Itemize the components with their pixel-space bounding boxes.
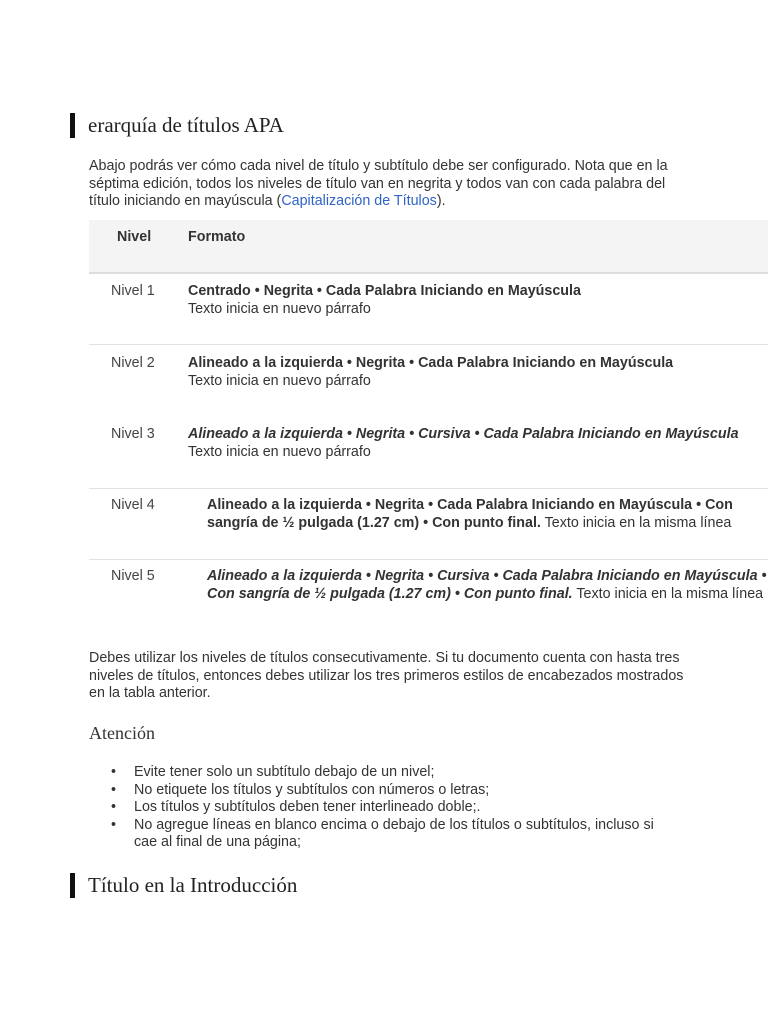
format-note: Texto inicia en nuevo párrafo bbox=[188, 372, 371, 389]
format-rule: Alineado a la izquierda • Negrita • Cada Palabra Iniciando en Mayúscula bbox=[188, 355, 674, 371]
list-item: • No etiquete los títulos y subtítulos con números o letras; bbox=[107, 782, 667, 800]
format-cell bbox=[188, 568, 768, 603]
level-cell: Nivel 5 bbox=[111, 568, 155, 584]
intro-text-end: ). bbox=[436, 193, 446, 209]
format-note: Texto inicia en nuevo párrafo bbox=[188, 300, 371, 317]
column-header-level: Nivel bbox=[117, 229, 152, 245]
format-cell bbox=[188, 283, 768, 318]
section-heading-introduction bbox=[70, 873, 297, 898]
format-rule: Centrado • Negrita • Cada Palabra Iniciando en Mayúscula bbox=[188, 283, 581, 299]
format-note: Texto inicia en nuevo párrafo bbox=[188, 443, 371, 460]
format-cell bbox=[188, 426, 768, 461]
format-rule: Alineado a la izquierda • Negrita • Cursiva • Cada Palabra Iniciando en Mayúscula • Con sangría de ½ pulgada (1.27 cm) • Con punto final. bbox=[207, 568, 767, 602]
consecutive-levels-paragraph: Debes utilizar los niveles de títulos consecutivamente. Si tu documento cuenta con hasta tres niveles de títulos, entonces debes utilizar los tres primeros estilos de encabezados mostrados en la tabla anterior. bbox=[89, 650, 684, 701]
heading-text: erarquía de títulos APA bbox=[88, 113, 284, 137]
attention-list bbox=[107, 764, 667, 852]
level-cell: Nivel 4 bbox=[111, 497, 155, 513]
format-rule: Alineado a la izquierda • Negrita • Cada Palabra Iniciando en Mayúscula • Con sangría de ½ pulgada (1.27 cm) • Con punto final. bbox=[207, 497, 733, 531]
list-item: • Evite tener solo un subtítulo debajo de un nivel; bbox=[107, 764, 667, 782]
row-divider bbox=[89, 344, 768, 345]
format-cell bbox=[188, 355, 768, 390]
format-cell bbox=[188, 497, 768, 532]
row-divider bbox=[89, 488, 768, 489]
format-rule: Alineado a la izquierda • Negrita • Cursiva • Cada Palabra Iniciando en Mayúscula bbox=[188, 426, 739, 442]
attention-heading: Atención bbox=[89, 723, 155, 743]
level-cell: Nivel 1 bbox=[111, 283, 155, 299]
format-note: Texto inicia en la misma línea bbox=[540, 514, 732, 531]
table-header bbox=[89, 220, 768, 274]
capitalization-link[interactable]: Capitalización de Títulos bbox=[281, 193, 437, 209]
row-divider bbox=[89, 559, 768, 560]
list-item: • Los títulos y subtítulos deben tener interlineado doble;. bbox=[107, 799, 667, 817]
heading-levels-table bbox=[89, 220, 768, 602]
level-cell: Nivel 3 bbox=[111, 426, 155, 442]
heading-marker-bar bbox=[70, 113, 75, 138]
level-cell: Nivel 2 bbox=[111, 355, 155, 371]
column-header-format: Formato bbox=[188, 229, 246, 245]
heading-text: Título en la Introducción bbox=[88, 873, 298, 897]
section-heading-apa-hierarchy bbox=[70, 113, 284, 138]
intro-paragraph bbox=[89, 158, 689, 211]
intro-text: Abajo podrás ver cómo cada nivel de título y subtítulo debe ser configurado. Nota que en la séptima edición, todos los niveles de título van en negrita y todos van con cada palabra del título iniciando en mayúscula ( bbox=[89, 158, 668, 209]
heading-marker-bar bbox=[70, 873, 75, 898]
format-note: Texto inicia en la misma línea bbox=[572, 585, 764, 602]
list-item: • No agregue líneas en blanco encima o debajo de los títulos o subtítulos, incluso si cae al final de una página; bbox=[107, 817, 667, 852]
